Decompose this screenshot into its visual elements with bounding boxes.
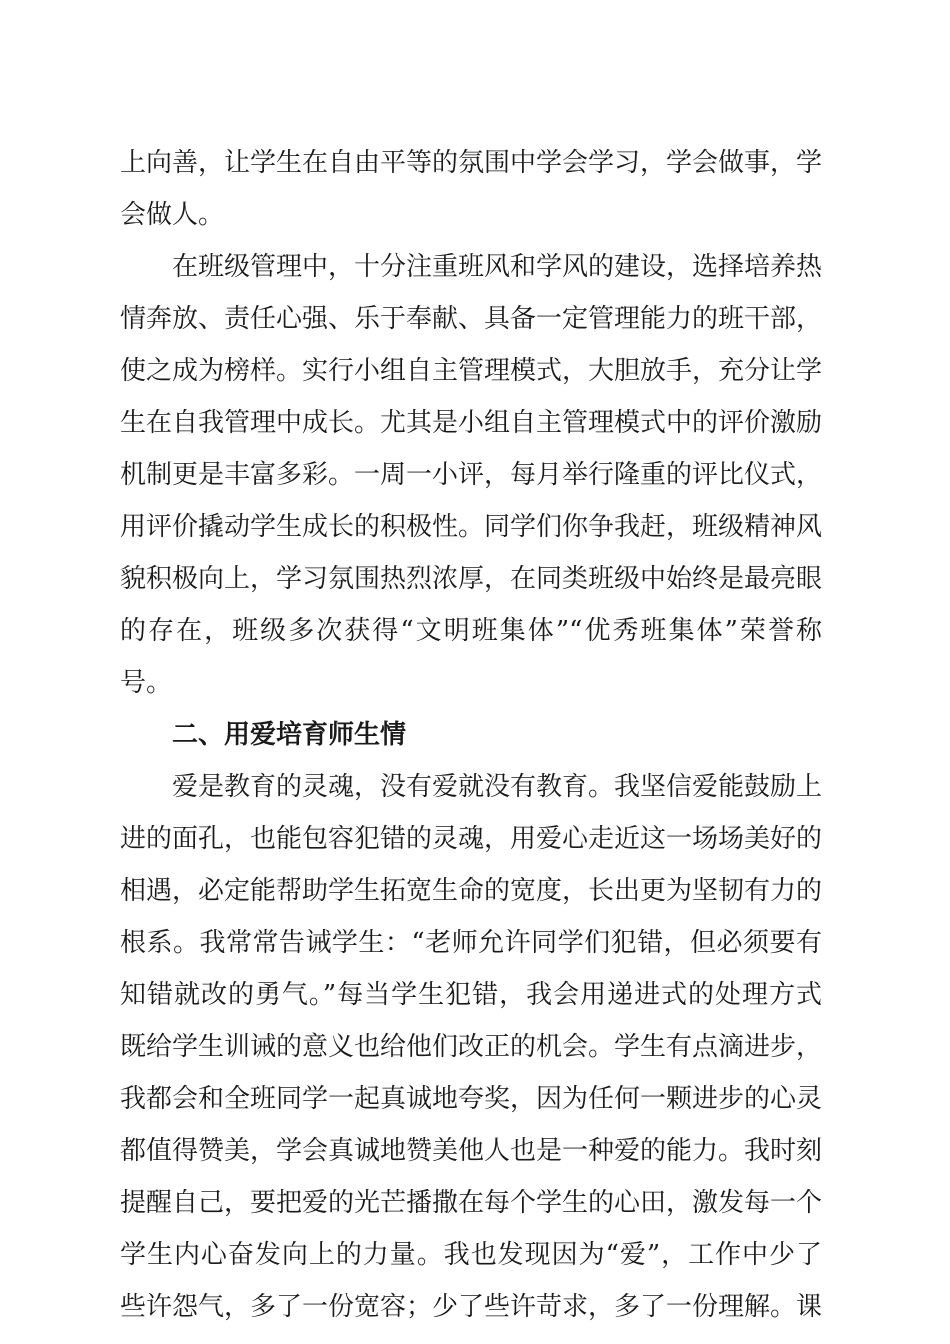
paragraph-line: 知错就改的勇气。”每当学生犯错，我会用递进式的处理方式 xyxy=(120,980,822,1010)
paragraph-line: 生在自我管理中成长。尤其是小组自主管理模式中的评价激励 xyxy=(120,408,822,438)
paragraph-line: 会做人。 xyxy=(120,200,225,230)
paragraph-line: 机制更是丰富多彩。一周一小评，每月举行隆重的评比仪式， xyxy=(120,460,822,490)
paragraph-1 xyxy=(120,137,822,241)
section-heading: 二、用爱培育师生情 xyxy=(172,720,407,750)
paragraph-line: 提醒自己，要把爱的光芒播撒在每个学生的心田，激发每一个 xyxy=(120,1188,822,1218)
paragraph-line: 学生内心奋发向上的力量。我也发现因为“爱”，工作中少了 xyxy=(120,1240,822,1270)
paragraph-line: 上向善，让学生在自由平等的氛围中学会学习，学会做事，学 xyxy=(120,148,822,178)
paragraph-line: 情奔放、责任心强、乐于奉献、具备一定管理能力的班干部， xyxy=(120,304,822,334)
paragraph-2 xyxy=(120,241,822,709)
paragraph-line: 都值得赞美，学会真诚地赞美他人也是一种爱的能力。我时刻 xyxy=(120,1136,822,1166)
paragraph-line: 在班级管理中，十分注重班风和学风的建设，选择培养热 xyxy=(172,252,822,282)
paragraph-line: 我都会和全班同学一起真诚地夸奖，因为任何一颗进步的心灵 xyxy=(120,1084,822,1114)
paragraph-line: 进的面孔，也能包容犯错的灵魂，用爱心走近这一场场美好的 xyxy=(120,824,822,854)
paragraph-line: 相遇，必定能帮助学生拓宽生命的宽度，长出更为坚韧有力的 xyxy=(120,876,822,906)
paragraph-line: 些许怨气，多了一份宽容；少了些许苛求，多了一份理解。课 xyxy=(120,1292,822,1322)
paragraph-3 xyxy=(120,761,822,1333)
document-body xyxy=(120,137,822,1333)
paragraph-line: 号。 xyxy=(120,668,173,698)
paragraph-line: 使之成为榜样。实行小组自主管理模式，大胆放手，充分让学 xyxy=(120,356,822,386)
paragraph-line: 根系。我常常告诫学生：“老师允许同学们犯错，但必须要有 xyxy=(120,928,822,958)
paragraph-line: 的存在，班级多次获得“文明班集体”“优秀班集体”荣誉称 xyxy=(120,616,822,646)
paragraph-line: 貌积极向上，学习氛围热烈浓厚，在同类班级中始终是最亮眼 xyxy=(120,564,822,594)
paragraph-line: 爱是教育的灵魂，没有爱就没有教育。我坚信爱能鼓励上 xyxy=(172,772,822,802)
paragraph-line: 用评价撬动学生成长的积极性。同学们你争我赶，班级精神风 xyxy=(120,512,822,542)
paragraph-line: 既给学生训诫的意义也给他们改正的机会。学生有点滴进步， xyxy=(120,1032,822,1062)
